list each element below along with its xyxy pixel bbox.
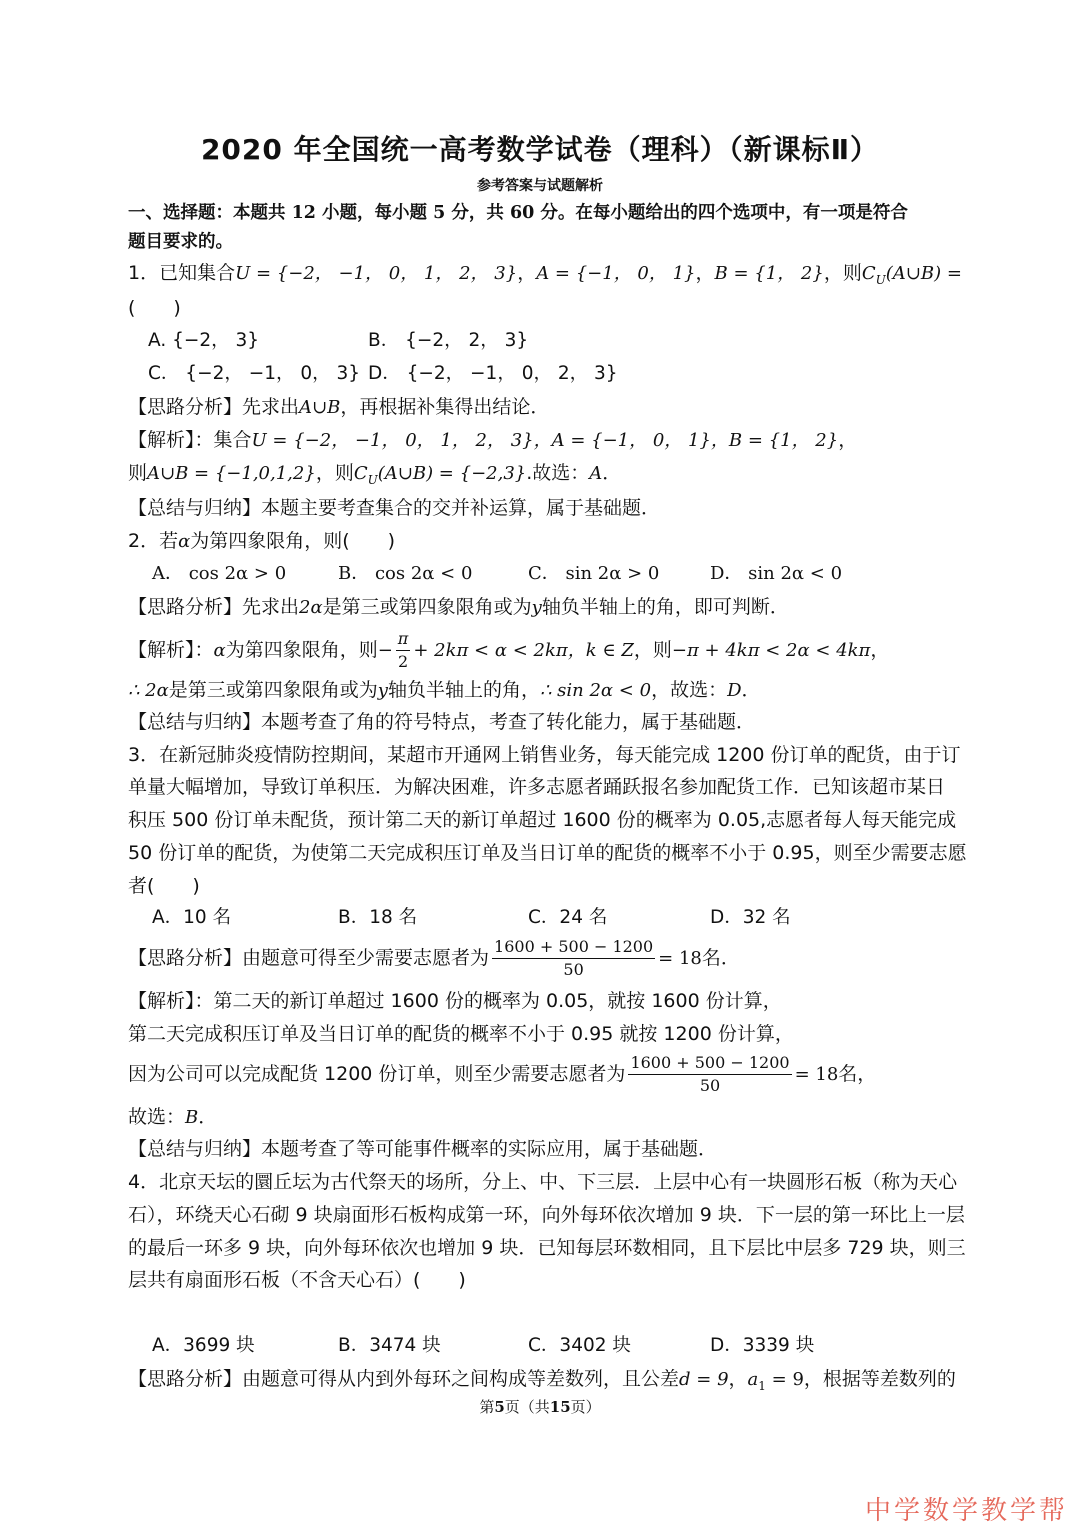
q2-concl-math2: y: [377, 680, 388, 701]
q2-sol-text-b: 为第四象限角，则: [225, 639, 378, 661]
q2-option-d: D． sin 2α < 0: [710, 563, 843, 584]
q1-idea-math: A∪B: [299, 397, 341, 418]
q3-idea: [128, 936, 958, 981]
q4-idea-math3: = 9: [765, 1369, 804, 1390]
q2-sol-frac-den: 2: [397, 652, 409, 671]
q3-option-c: C．24 名: [528, 907, 608, 928]
q1-sol2-math3: (A∪B) = {−2,3}: [377, 463, 527, 484]
q1-expr: C: [861, 263, 876, 284]
q1-sol2-sub: U: [367, 472, 378, 487]
q3-option-d: D．32 名: [710, 907, 791, 928]
q3-stem-line3: 积压 500 份订单未配货，预计第二天的新订单超过 1600 份的概率为 0.05,志愿者每人每天能完成: [128, 809, 957, 831]
q4-idea: [128, 1365, 958, 1400]
q1-set-a: A = {−1， 0， 1}: [536, 263, 696, 284]
q2-concl-text-a: 是第三或第四象限角或为: [168, 679, 378, 701]
q2-concl-text-c: ，故选：: [651, 679, 728, 701]
q1-solution-line2: [128, 459, 958, 494]
q2-sol-text-c: ，则: [633, 639, 672, 661]
footer-mid: 页（共: [504, 1398, 550, 1416]
q2-sol-text-a: ：: [194, 639, 214, 661]
q3-stem-line2: 单量大幅增加，导致订单积压．为解决困难，许多志愿者踊跃报名参加配货工作．已知该超市某日: [128, 776, 946, 798]
q1-stem-text: 1．已知集合: [128, 262, 236, 284]
q3-idea-fraction: [492, 936, 655, 981]
q2-sol-math2: −: [377, 640, 393, 661]
q1-expr-sub: U: [875, 272, 886, 287]
q2-sol-tag: 【解析】: [128, 639, 195, 661]
q3-sol-frac-den: 50: [699, 1076, 721, 1095]
q4-stem-line1: 4．北京天坛的圜丘坛为古代祭天的场所，分上、中、下三层．上层中心有一块圆形石板（称为天心: [128, 1171, 958, 1193]
q2-idea-text-b: 是第三或第四象限角或为: [322, 596, 532, 618]
q3-idea-eq: = 18: [658, 948, 702, 969]
q1-sol2-math2: C: [353, 463, 368, 484]
q4-idea-tag: 【思路分析】: [128, 1368, 243, 1390]
q1-sol2-end: ．: [602, 462, 622, 484]
q4-option-d: D．3339 块: [710, 1335, 815, 1356]
q1-sol2-text-a: 则: [128, 462, 148, 484]
q3-idea-frac-num: 1600 + 500 − 1200: [492, 936, 655, 959]
q3-sum-text: 本题考查了等可能事件概率的实际应用，属于基础题．: [261, 1138, 718, 1160]
q3-sol3-text-a: 因为公司可以完成配货 1200 份订单，则至少需要志愿者为: [128, 1063, 626, 1085]
q1-set-u: U = {−2， −1， 0， 1， 2， 3}: [235, 263, 518, 284]
q4-stem-line3: 的最后一环多 9 块，向外每环依次也增加 9 块．已知每层环数相同，且下层比中层多 729 块，则三: [128, 1237, 966, 1259]
footer-suffix: 页）: [570, 1398, 601, 1416]
footer-page-number: 5: [494, 1398, 505, 1416]
q2-solution-line1: [128, 628, 958, 673]
q3-summary: [128, 1135, 958, 1163]
q3-sol-tag: 【解析】: [128, 990, 195, 1012]
q2-option-c: C． sin 2α > 0: [528, 563, 660, 584]
page-title: 2020 年全国统一高考数学试卷（理科）（新课标Ⅱ）: [200, 133, 880, 166]
page-subtitle: 参考答案与试题解析: [477, 178, 603, 194]
q1-option-b: B． {−2， 2， 3}: [368, 330, 529, 351]
q1-sep2: ，: [695, 262, 715, 284]
q1-sol-math: U = {−2， −1， 0， 1， 2， 3}，A = {−1， 0， 1}，B = {1， 2}: [251, 430, 839, 451]
section-heading-line1: 一、选择题：本题共 12 小题，每小题 5 分，共 60 分。在每小题给出的四个选项中，有一项是符合: [128, 203, 908, 223]
q1-paren: ( ): [128, 297, 181, 319]
q1-expr-tail: (A∪B) =: [885, 263, 962, 284]
q1-summary: [128, 494, 958, 522]
q4-idea-text-b: ，: [728, 1368, 748, 1390]
q4-option-b: B．3474 块: [338, 1335, 441, 1356]
q4-idea-math1: d = 9: [679, 1369, 729, 1390]
section-heading-line2: 题目要求的。: [128, 232, 233, 252]
q3-solution-line3: [128, 1052, 958, 1097]
q2-sol-text-d: ，: [870, 639, 890, 661]
q3-sol4-answer: B: [185, 1107, 199, 1128]
footer-total-pages: 15: [549, 1398, 571, 1416]
q1-idea: [128, 393, 958, 422]
q1-sol-text-a: ：集合: [194, 429, 252, 451]
q2-sum-text: 本题考查了角的符号特点，考查了转化能力，属于基础题．: [261, 711, 756, 733]
q3-sum-tag: 【总结与归纳】: [128, 1138, 262, 1160]
footer-prefix: 第: [479, 1398, 495, 1416]
q2-sol-math4: −π + 4kπ < 2α < 4kπ: [671, 640, 871, 661]
q3-idea-frac-den: 50: [563, 960, 584, 979]
q4-option-c: C．3402 块: [528, 1335, 631, 1356]
q1-stem: [128, 259, 962, 294]
q3-idea-text-a: 由题意可得至少需要志愿者为: [242, 947, 490, 969]
q1-sol2-answer: A: [589, 463, 603, 484]
q3-option-b: B．18 名: [338, 907, 418, 928]
q4-option-a: A．3699 块: [152, 1335, 255, 1356]
q2-concl-math3: ∴ sin 2α < 0: [539, 680, 652, 701]
page-footer: [0, 1396, 1080, 1417]
q1-option-a: A. {−2， 3}: [148, 330, 260, 351]
q1-sum-tag: 【总结与归纳】: [128, 497, 262, 519]
q4-stem-line2: 石），环绕天心石砌 9 块扇面形石板构成第一环，向外每环依次增加 9 块．下一层的第一环比上一层: [128, 1204, 965, 1226]
q1-option-d: D． {−2， −1， 0， 2， 3}: [368, 363, 618, 384]
q2-idea-math2: y: [531, 597, 542, 618]
q2-sol-math3: + 2kπ < α < 2kπ，k ∈ Z: [413, 640, 634, 661]
q3-sol-text-a: ：第二天的新订单超过 1600 份的概率为 0.05，就按 1600 份计算，: [194, 990, 782, 1012]
q2-sol-math1: α: [213, 640, 226, 661]
q3-stem-line1: 3．在新冠肺炎疫情防控期间，某超市开通网上销售业务，每天能完成 1200 份订单的配货，由于订: [128, 744, 961, 766]
q4-idea-math2: a: [747, 1369, 759, 1390]
q4-idea-text-c: ，根据等差数列的: [803, 1368, 956, 1390]
q2-sol-frac-num: π: [396, 628, 411, 651]
q4-idea-text-a: 由题意可得从内到外每环之间构成等差数列，且公差: [242, 1368, 680, 1390]
q3-sol-frac-num: 1600 + 500 − 1200: [628, 1052, 791, 1075]
q2-option-a: A． cos 2α > 0: [152, 563, 287, 584]
q2-sol-fraction: [396, 628, 411, 673]
q3-solution-line2: 第二天完成积压订单及当日订单的配货的概率不小于 0.95 就按 1200 份计算，: [128, 1023, 794, 1045]
q1-idea-text-a: 先求出: [242, 396, 300, 418]
q1-sol2-text-b: ，则: [315, 462, 354, 484]
q2-stem-text-a: 2．若: [128, 530, 179, 552]
q1-idea-text-b: ，再根据补集得出结论．: [340, 396, 550, 418]
q3-idea-text-b: 名．: [701, 947, 740, 969]
q1-sol2-math1: A∪B = {−1,0,1,2}: [147, 463, 316, 484]
watermark: 中学数学教学帮: [864, 1496, 1068, 1526]
q3-stem-line5: 者( ): [128, 875, 200, 897]
q2-conclusion: [128, 676, 958, 705]
q1-idea-tag: 【思路分析】: [128, 396, 243, 418]
q1-sol-tag: 【解析】: [128, 429, 195, 451]
q1-set-b: B = {1， 2}: [714, 263, 824, 284]
q2-sum-tag: 【总结与归纳】: [128, 711, 262, 733]
q2-idea-text-a: 先求出: [242, 596, 300, 618]
q3-sol4-end: ．: [198, 1106, 218, 1128]
q1-sep1: ，: [517, 262, 537, 284]
q1-solution-line1: [128, 426, 958, 455]
q2-summary: [128, 708, 958, 736]
q2-idea: [128, 593, 958, 622]
q4-idea-sub: 1: [758, 1378, 766, 1393]
q1-sol-text-b: ，: [838, 429, 858, 451]
q1-stem-text-b: ，则: [823, 262, 862, 284]
q3-sol4-text-a: 故选：: [128, 1106, 186, 1128]
q2-concl-end: ．: [741, 679, 761, 701]
q3-sol3-eq: = 18: [794, 1064, 839, 1085]
q3-solution-line4: [128, 1103, 958, 1132]
q3-stem-line4: 50 份订单的配货，为使第二天完成积压订单及当日订单的配货的概率不小于 0.95，则至少需要志愿: [128, 842, 967, 864]
q3-solution-line1: [128, 987, 958, 1015]
q2-concl-math1: ∴ 2α: [128, 680, 169, 701]
q2-stem-math: α: [178, 531, 191, 552]
q2-idea-text-c: 轴负半轴上的角，即可判断．: [541, 596, 789, 618]
q3-sol3-text-b: 名，: [838, 1063, 877, 1085]
q1-option-c: C． {−2， −1， 0， 3}: [148, 363, 361, 384]
q2-concl-answer: D: [727, 680, 742, 701]
q4-stem-line4: 层共有扇面形石板（不含天心石）( ): [128, 1269, 466, 1291]
q1-sum-text: 本题主要考查集合的交并补运算，属于基础题．: [261, 497, 661, 519]
q2-idea-math1: 2α: [299, 597, 323, 618]
q3-option-a: A．10 名: [152, 907, 232, 928]
q3-sol-fraction: [628, 1052, 791, 1097]
q2-stem: [128, 527, 958, 556]
q1-sol2-text-c: .故选：: [526, 462, 590, 484]
q2-idea-tag: 【思路分析】: [128, 596, 243, 618]
q2-concl-text-b: 轴负半轴上的角，: [387, 679, 540, 701]
q3-idea-tag: 【思路分析】: [128, 947, 243, 969]
q2-option-b: B． cos 2α < 0: [338, 563, 473, 584]
q2-stem-text-b: 为第四象限角，则( ): [190, 530, 396, 552]
